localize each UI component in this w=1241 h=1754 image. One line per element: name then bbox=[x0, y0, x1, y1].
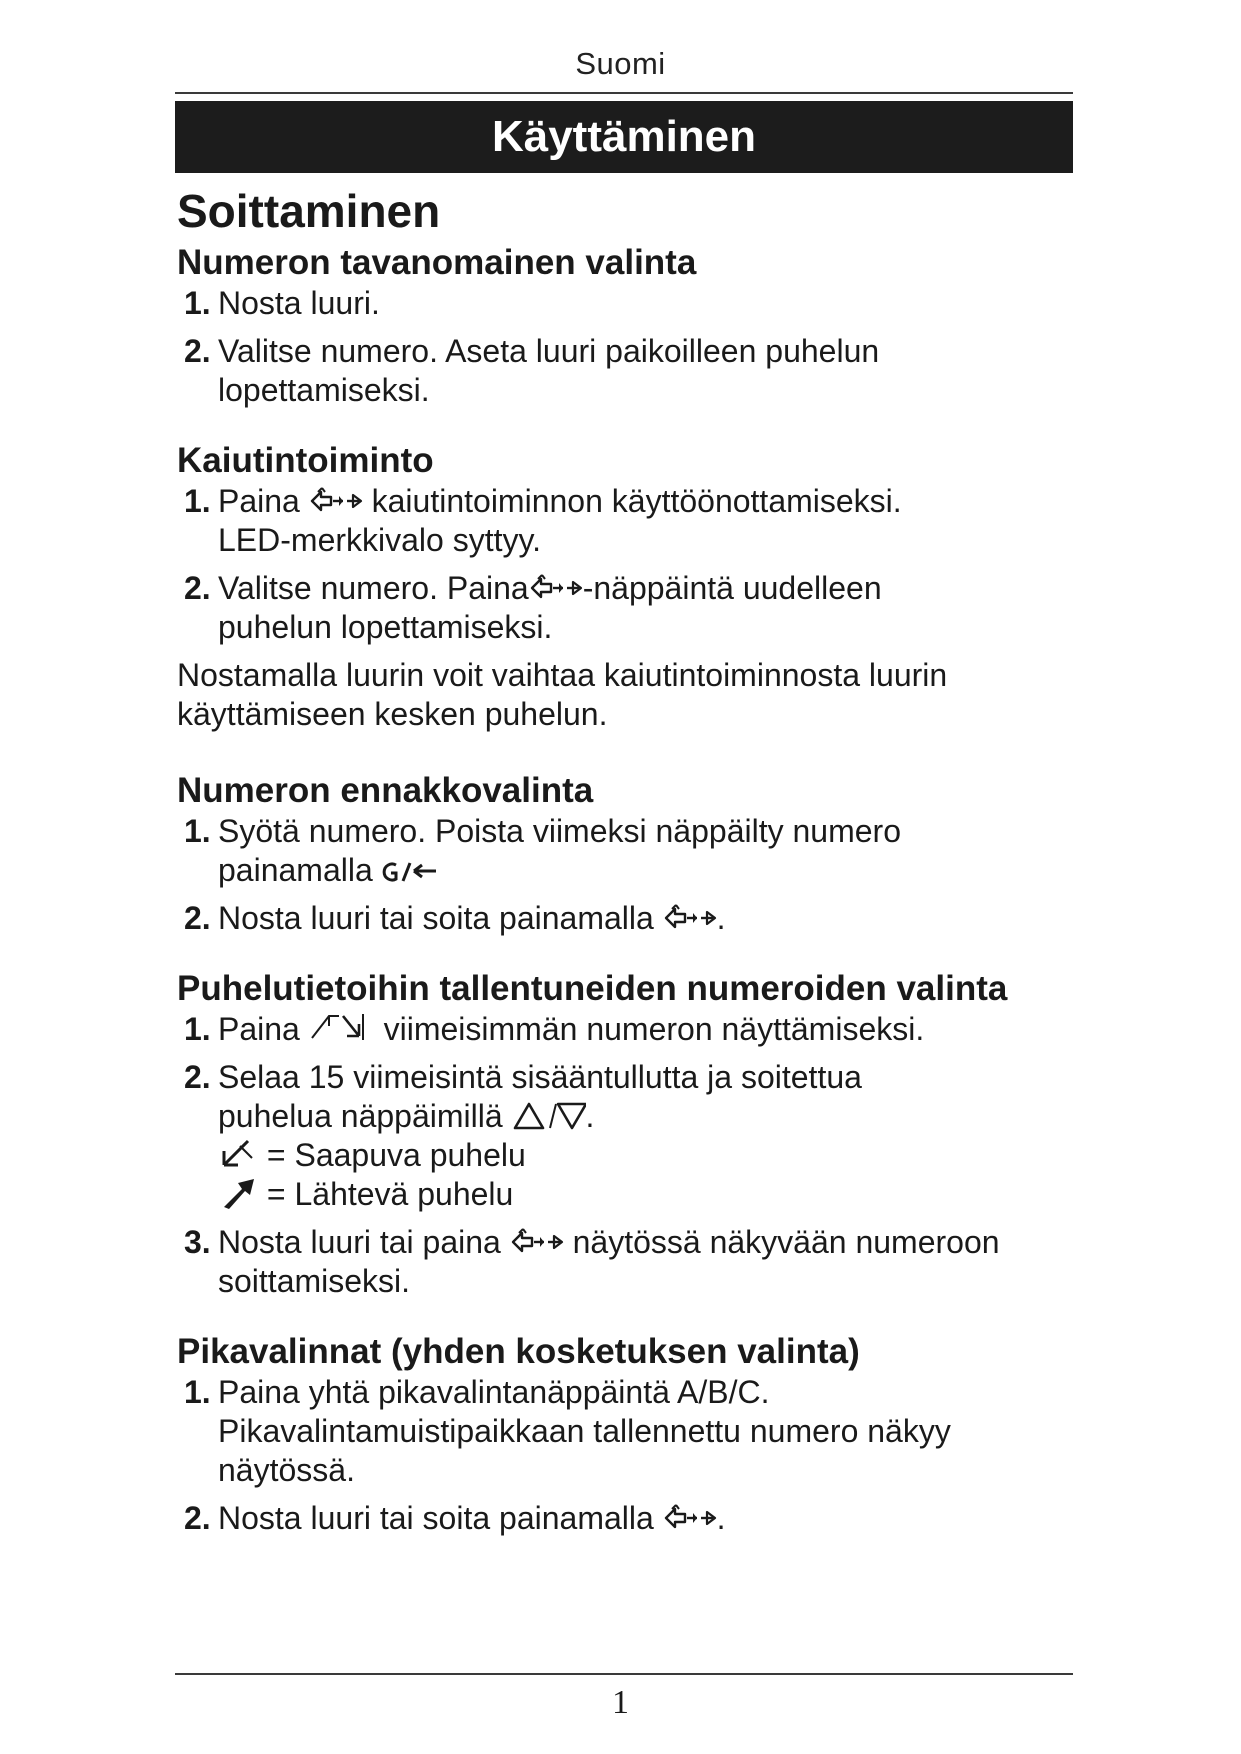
step-text: painamalla bbox=[218, 852, 373, 888]
list-item bbox=[177, 1010, 1077, 1049]
outgoing-call-icon bbox=[218, 1177, 258, 1209]
step-text: näytössä. bbox=[218, 1452, 355, 1488]
legend-text: = Lähtevä puhelu bbox=[266, 1176, 514, 1212]
list-item bbox=[177, 1058, 1077, 1214]
list-item bbox=[177, 1499, 1077, 1538]
language-label: Suomi bbox=[575, 46, 666, 81]
heading-normal-dialing: Numeron tavanomainen valinta bbox=[177, 243, 697, 282]
legend-incoming bbox=[218, 1136, 1077, 1175]
step-text: Nosta luuri. bbox=[218, 285, 380, 321]
list-item bbox=[177, 899, 1077, 938]
step-number: 2. bbox=[184, 1500, 211, 1536]
step-text: Nosta luuri tai soita painamalla bbox=[218, 900, 654, 936]
header-divider bbox=[175, 92, 1073, 94]
step-number: 2. bbox=[184, 1059, 211, 1095]
step-number: 1. bbox=[184, 483, 211, 519]
step-text: Syötä numero. Poista viimeksi näppäilty numero bbox=[218, 813, 901, 849]
step-text: Valitse numero. Aseta luuri paikoilleen puhelun bbox=[218, 333, 880, 369]
step-text: näytössä näkyvään numeroon bbox=[572, 1224, 1000, 1260]
step-number: 2. bbox=[184, 333, 211, 369]
step-text: -näppäintä uudelleen bbox=[582, 570, 882, 606]
section-title-bar: Käyttäminen bbox=[175, 101, 1073, 173]
step-text: . bbox=[716, 900, 726, 936]
step-number: 2. bbox=[184, 570, 211, 606]
step-number: 2. bbox=[184, 900, 211, 936]
page-title: Soittaminen bbox=[177, 185, 441, 237]
page-number: 1 bbox=[612, 1684, 629, 1721]
list-item bbox=[177, 1223, 1077, 1301]
step-text: soittamiseksi. bbox=[218, 1263, 411, 1299]
step-text: kaiutintoiminnon käyttöönottamiseksi. bbox=[371, 483, 902, 519]
step-number: 3. bbox=[184, 1224, 211, 1260]
note-text: Nostamalla luurin voit vaihtaa kaiutintoiminnosta luurin bbox=[177, 657, 948, 693]
list-item bbox=[177, 812, 1077, 890]
legend-text: = Saapuva puhelu bbox=[266, 1137, 526, 1173]
list-item bbox=[177, 482, 1077, 560]
heading-call-log: Puhelutietoihin tallentuneiden numeroiden valinta bbox=[177, 969, 1008, 1008]
step-number: 1. bbox=[184, 813, 211, 849]
speakerphone-key-icon bbox=[510, 1227, 564, 1257]
incoming-call-icon bbox=[218, 1138, 258, 1170]
step-text: Paina bbox=[218, 1011, 300, 1047]
speakerphone-key-icon bbox=[663, 903, 717, 933]
list-item bbox=[177, 569, 1077, 647]
step-text: Paina bbox=[218, 483, 300, 519]
step-text: viimeisimmän numeron näyttämiseksi. bbox=[383, 1011, 925, 1047]
step-text: puhelua näppäimillä bbox=[218, 1098, 503, 1134]
list-item bbox=[177, 1373, 1077, 1490]
step-text: . bbox=[716, 1500, 726, 1536]
list-item bbox=[177, 332, 1077, 410]
footer-divider bbox=[175, 1673, 1073, 1675]
step-text: puhelun lopettamiseksi. bbox=[218, 609, 553, 645]
step-text: Paina yhtä pikavalintanäppäintä A/B/C. bbox=[218, 1374, 770, 1410]
speakerphone-key-icon bbox=[529, 573, 583, 603]
note-text: käyttämiseen kesken puhelun. bbox=[177, 696, 608, 732]
heading-speed-dial: Pikavalinnat (yhden kosketuksen valinta) bbox=[177, 1332, 860, 1371]
step-number: 1. bbox=[184, 285, 211, 321]
call-log-key-icon bbox=[309, 1010, 375, 1044]
step-text: lopettamiseksi. bbox=[218, 372, 430, 408]
step-text: Selaa 15 viimeisintä sisääntullutta ja soitettua bbox=[218, 1059, 862, 1095]
step-text: Nosta luuri tai soita painamalla bbox=[218, 1500, 654, 1536]
step-number: 1. bbox=[184, 1374, 211, 1410]
heading-predialing: Numeron ennakkovalinta bbox=[177, 771, 594, 810]
speakerphone-note bbox=[177, 656, 1077, 734]
step-text: Pikavalintamuistipaikkaan tallennettu numero näkyy bbox=[218, 1413, 951, 1449]
step-text: Valitse numero. Paina bbox=[218, 570, 529, 606]
up-down-arrow-keys-icon bbox=[512, 1101, 586, 1131]
heading-speakerphone: Kaiutintoiminto bbox=[177, 441, 434, 480]
step-text: Nosta luuri tai paina bbox=[218, 1224, 501, 1260]
step-text: LED-merkkivalo syttyy. bbox=[218, 522, 542, 558]
speakerphone-key-icon bbox=[663, 1503, 717, 1533]
content-area bbox=[177, 182, 1077, 1547]
list-item bbox=[177, 284, 1077, 323]
clear-backspace-key-icon bbox=[382, 855, 440, 885]
step-text: . bbox=[585, 1098, 595, 1134]
speakerphone-key-icon bbox=[309, 486, 363, 516]
step-number: 1. bbox=[184, 1011, 211, 1047]
legend-outgoing bbox=[218, 1175, 1077, 1214]
